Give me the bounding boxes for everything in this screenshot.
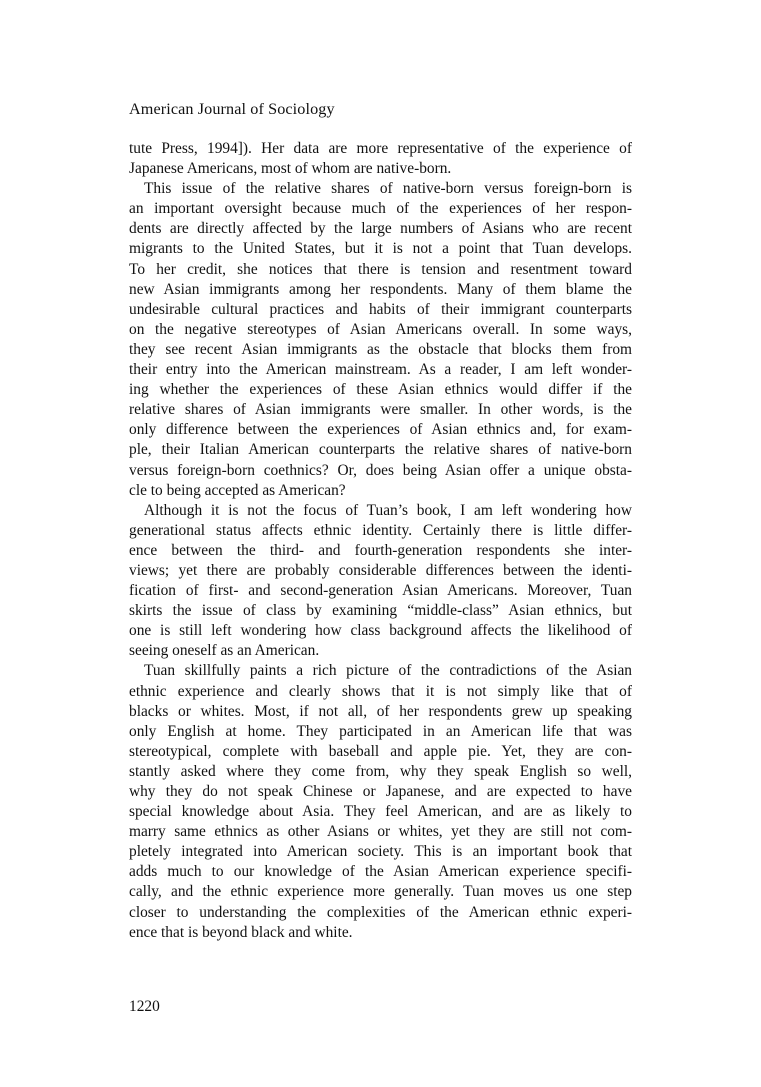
text-line: views; yet there are probably considerable differences between the identi- [129, 561, 632, 579]
text-line: one is still left wondering how class background affects the likelihood of [129, 622, 632, 640]
text-line: cally, and the ethnic experience more generally. Tuan moves us one step [129, 883, 632, 901]
text-line: stantly asked where they come from, why they speak English so well, [129, 762, 632, 780]
text-line: blacks or whites. Most, if not all, of her respondents grew up speaking [129, 702, 632, 720]
text-line: they see recent Asian immigrants as the obstacle that blocks them from [129, 340, 632, 358]
paragraph-native-born-issue [129, 179, 632, 501]
text-line: versus foreign-born coethnics? Or, does being Asian offer a unique obsta- [129, 461, 632, 479]
text-line: undesirable cultural practices and habits of their immigrant counterparts [129, 300, 632, 318]
running-head: American Journal of Sociology [129, 100, 335, 118]
text-line: on the negative stereotypes of Asian Americans overall. In some ways, [129, 320, 632, 338]
text-line: tute Press, 1994]). Her data are more representative of the experience of [129, 140, 632, 157]
text-line: seeing oneself as an American. [129, 642, 320, 660]
text-line: skirts the issue of class by examining “middle-class” Asian ethnics, but [129, 602, 632, 620]
text-line: This issue of the relative shares of native-born versus foreign-born is [144, 180, 632, 198]
text-line: ing whether the experiences of these Asian ethnics would differ if the [129, 381, 632, 399]
text-line: ence that is beyond black and white. [129, 923, 353, 941]
text-line: cle to being accepted as American? [129, 481, 346, 499]
text-line: marry same ethnics as other Asians or whites, yet they are still not com- [129, 823, 632, 841]
text-line: To her credit, she notices that there is tension and resentment toward [129, 260, 632, 278]
text-line: pletely integrated into American society. This is an important book that [129, 843, 632, 861]
text-line: ethnic experience and clearly shows that it is not simply like that of [129, 682, 632, 700]
text-line: ple, their Italian American counterparts the relative shares of native-born [129, 441, 632, 459]
text-line: only English at home. They participated in an American life that was [129, 722, 632, 740]
text-line: fication of first- and second-generation Asian Americans. Moreover, Tuan [129, 582, 632, 600]
text-line: ence between the third- and fourth-generation respondents she inter- [129, 541, 632, 559]
text-line: special knowledge about Asia. They feel American, and are as likely to [129, 803, 632, 821]
text-line: closer to understanding the complexities of the American ethnic experi- [129, 903, 632, 921]
text-line: adds much to our knowledge of the Asian American experience specifi- [129, 863, 632, 881]
text-line: their entry into the American mainstream. As a reader, I am left wonder- [129, 361, 632, 379]
text-line: Japanese Americans, most of whom are native-born. [129, 160, 452, 178]
paragraph-conclusion [129, 661, 632, 942]
article-body [129, 139, 632, 943]
text-line: generational status affects ethnic identity. Certainly there is little differ- [129, 521, 632, 539]
paragraph-continuation [129, 139, 632, 179]
text-line: migrants to the United States, but it is not a point that Tuan develops. [129, 240, 632, 258]
paragraph-generational-status [129, 501, 632, 662]
page-number: 1220 [129, 998, 160, 1015]
text-line: relative shares of Asian immigrants were smaller. In other words, is the [129, 401, 632, 419]
text-line: an important oversight because much of the experiences of her respon- [129, 200, 632, 218]
text-line: new Asian immigrants among her respondents. Many of them blame the [129, 280, 632, 298]
text-line: Although it is not the focus of Tuan’s book, I am left wondering how [144, 501, 632, 519]
text-line: stereotypical, complete with baseball and apple pie. Yet, they are con- [129, 742, 632, 760]
text-line: dents are directly affected by the large numbers of Asians who are recent [129, 220, 632, 238]
text-line: why they do not speak Chinese or Japanese, and are expected to have [129, 783, 632, 800]
text-line: Tuan skillfully paints a rich picture of the contradictions of the Asian [144, 662, 632, 680]
text-line: only difference between the experiences of Asian ethnics and, for exam- [129, 421, 632, 439]
